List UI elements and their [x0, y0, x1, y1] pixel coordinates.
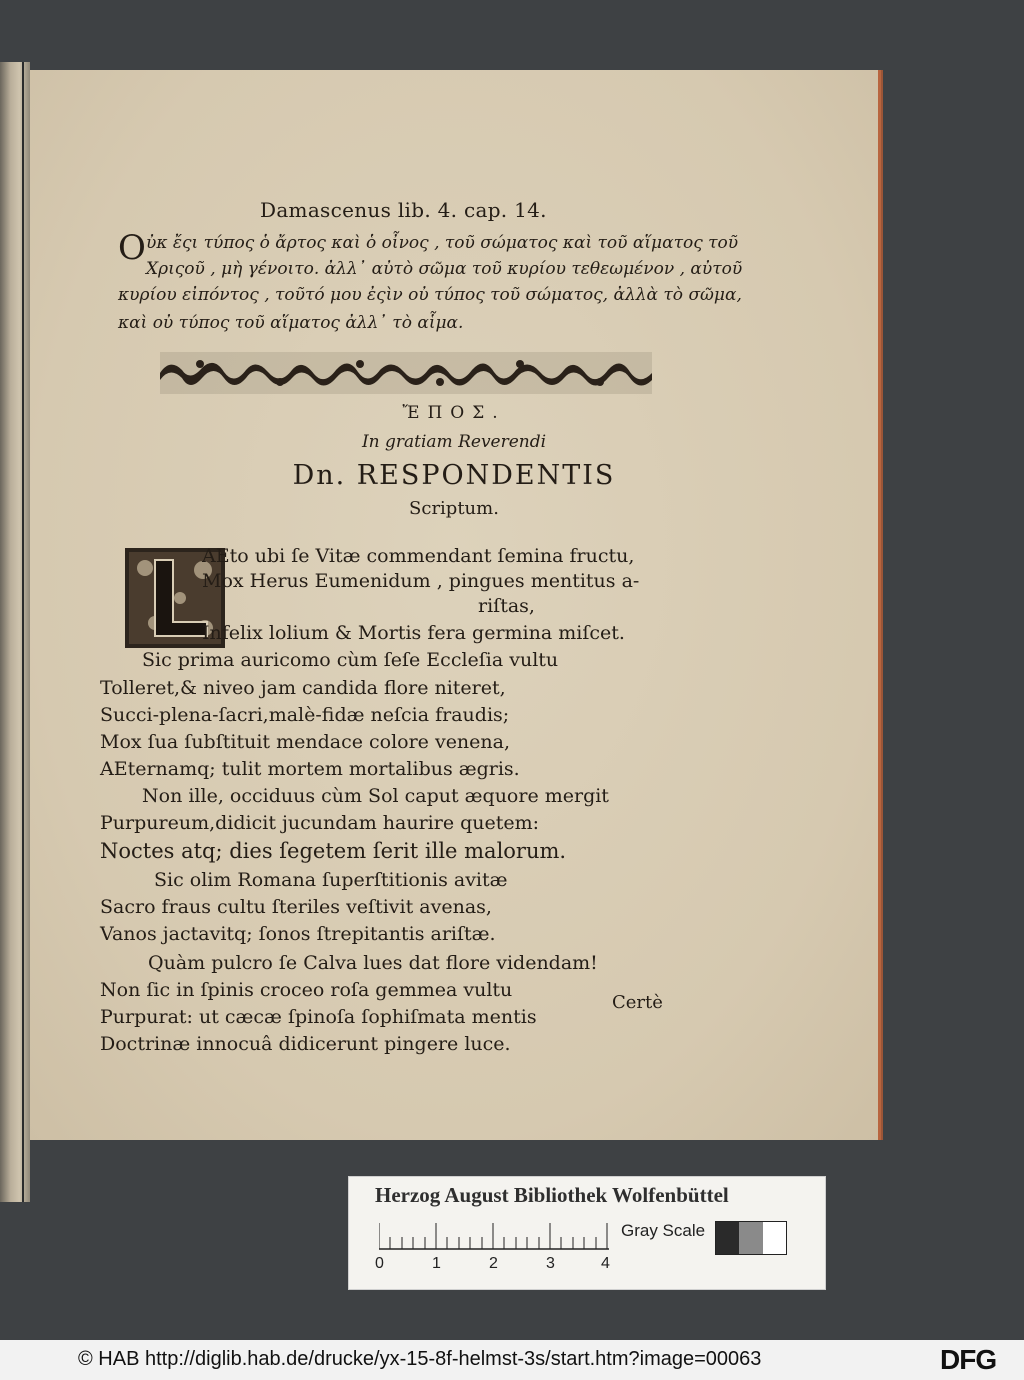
poem-line-1: AEto ubi ſe Vitæ commendant ſemina fructu, — [202, 545, 635, 567]
scale-number-3: 3 — [546, 1255, 555, 1272]
poem-line-15: Vanos jactavitq; ſonos ſtrepitantis ariſtæ. — [100, 923, 496, 945]
gray-scale-swatches — [715, 1221, 787, 1255]
previous-page-edge — [0, 62, 30, 1202]
poem-line-16: Quàm pulcro ſe Calva lues dat flore videndam! — [148, 952, 598, 974]
dedication-line: In gratiam Reverendi — [361, 432, 547, 452]
poem-line-4: Infelix lolium & Mortis fera germina miſcet. — [202, 622, 625, 644]
scale-number-0: 0 — [375, 1255, 384, 1272]
poem-line-11: Purpureum,didicit jucundam haurire quetem: — [100, 812, 540, 834]
poem-line-8: Mox ſua ſubſtituit mendace colore venena, — [100, 731, 511, 753]
book-page — [30, 70, 881, 1140]
poem-line-9: AEternamq; tulit mortem mortalibus ægris. — [100, 758, 520, 780]
color-reference-bar — [348, 1176, 826, 1290]
dfg-logo: DFG — [940, 1344, 997, 1375]
binding-shadow — [22, 62, 24, 1202]
footer-bar — [0, 1340, 1024, 1380]
poem-line-12: Noctes atq; dies ſegetem ſerit ille malorum. — [100, 839, 567, 863]
page-heading: Damascenus lib. 4. cap. 14. — [260, 198, 547, 222]
greek-line-2: Χριςοῦ , μὴ γένοιτο. ἀλλ᾽ αὐτὸ σῶμα τοῦ κυρίου τεθεωμένον , αὐτοῦ — [146, 259, 743, 279]
gray-swatch-white — [763, 1222, 786, 1254]
gray-swatch-black — [716, 1222, 739, 1254]
poem-line-10: Non ille, occiduus cùm Sol caput æquore mergit — [142, 785, 609, 807]
greek-initial-letter: O — [118, 228, 146, 268]
copyright-url[interactable]: © HAB http://diglib.hab.de/drucke/yx-15-8f-helmst-3s/start.htm?image=00063 — [78, 1348, 762, 1370]
epos-title: ἜΠΟΣ. — [402, 403, 506, 423]
respondent-heading: Dn. RESPONDENTIS — [292, 460, 616, 491]
scriptum-line: Scriptum. — [409, 498, 499, 519]
poem-line-2: Mox Herus Eumenidum , pingues mentitus a- — [202, 570, 640, 592]
greek-line-1: ὐκ ἔςι τύπος ὁ ἄρτος καὶ ὁ οἶνος , τοῦ σώματος καὶ τοῦ αἵματος τοῦ — [146, 233, 739, 253]
floral-ornament-band — [160, 352, 652, 394]
gray-swatch-mid — [739, 1222, 762, 1254]
poem-line-3: riſtas, — [478, 595, 535, 617]
poem-line-13: Sic olim Romana ſuperſtitionis avitæ — [154, 869, 508, 891]
scale-number-2: 2 — [489, 1255, 498, 1272]
scale-number-1: 1 — [432, 1255, 441, 1272]
greek-line-4: καὶ οὐ τύπος τοῦ αἵματος ἀλλ᾽ τὸ αἷμα. — [118, 313, 464, 333]
greek-line-3: κυρίου εἰπόντος , τοῦτό μου ἐςὶν οὐ τύπος τοῦ σώματος, ἀλλὰ τὸ σῶμα, — [118, 285, 742, 305]
poem-line-19: Doctrinæ innocuâ didicerunt pingere luce. — [100, 1033, 511, 1055]
scale-number-4: 4 — [601, 1255, 610, 1272]
library-name: Herzog August Bibliothek Wolfenbüttel — [375, 1183, 729, 1207]
scale-ruler — [379, 1219, 609, 1255]
poem-line-5: Sic prima auricomo cùm ſeſe Eccleſia vultu — [142, 649, 559, 671]
poem-line-18: Purpurat: ut cæcæ ſpinoſa ſophiſmata mentis — [100, 1006, 537, 1028]
poem-line-14: Sacro fraus cultu ſteriles veſtivit avenas, — [100, 896, 492, 918]
poem-line-17: Non ſic in ſpinis croceo roſa gemmea vultu — [100, 979, 513, 1001]
poem-line-6: Tolleret,& niveo jam candida flore niteret, — [100, 677, 506, 699]
poem-line-7: Succi-plena-ſacri,malè-fidæ neſcia fraudis; — [100, 704, 510, 726]
catchword: Certè — [612, 992, 663, 1013]
gray-scale-label: Gray Scale — [621, 1221, 706, 1240]
